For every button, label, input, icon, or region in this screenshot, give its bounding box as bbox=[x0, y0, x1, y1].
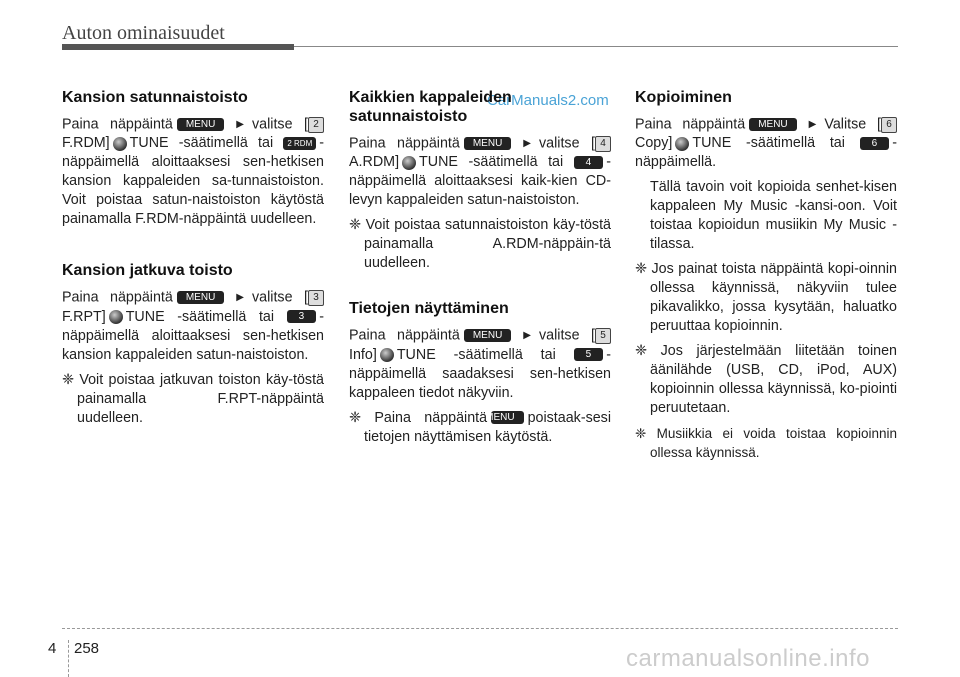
note-copy-cancel: ❈ Jos painat toista näppäintä kopi-oinnin ollessa käynnissä, näkyviin tulee pikavalikko, jossa kysytään, haluatko peruuttaa kopioinnin. bbox=[635, 261, 897, 335]
text: Paina näppäintä bbox=[349, 327, 460, 344]
key-4-icon: 4 bbox=[574, 156, 604, 169]
menu-button-icon: MENU bbox=[491, 411, 523, 424]
menu-button-icon: MENU bbox=[177, 291, 224, 304]
arrow-icon: ▶ bbox=[236, 119, 244, 130]
note-all-random: ❈ Voit poistaa satunnaistoiston käy-töstä painamalla A.RDM-näppäin-tä uudelleen. bbox=[349, 217, 611, 272]
text: [ bbox=[304, 289, 308, 306]
text: Paina näppäintä bbox=[62, 289, 173, 306]
key-4-icon: 4 bbox=[595, 136, 611, 152]
note-copy-play: ❈ Musiikkia ei voida toistaa kopioinnin ollessa käynnissä. bbox=[635, 426, 897, 461]
paragraph-copy-detail: Tällä tavoin voit kopioida senhet-kisen kappaleen My Music -kansi-oon. Voit toistaa kopioidun musiikin My Music -tilassa. bbox=[650, 179, 897, 253]
text: Valitse bbox=[824, 116, 867, 133]
heading-folder-repeat: Kansion jatkuva toisto bbox=[62, 262, 233, 280]
footer-rule bbox=[62, 628, 898, 630]
section-number: 4 bbox=[48, 640, 57, 657]
text: -näppäimellä. bbox=[635, 135, 897, 171]
menu-button-icon: MENU bbox=[464, 329, 511, 342]
note-copy-source: ❈ Jos järjestelmään liitetään toinen äänilähde (USB, CD, iPod, AUX) kopioinnin ollessa käynnissä, ko-piointi peruutetaan. bbox=[635, 343, 897, 417]
key-3-icon: 3 bbox=[287, 310, 317, 323]
text: -näppäimellä aloittaaksesi kaik-kien CD-levyn kappaleiden satun-naistoiston. bbox=[349, 154, 611, 209]
paragraph-folder-repeat bbox=[62, 288, 324, 364]
column-1 bbox=[62, 88, 324, 434]
text: valitse bbox=[252, 289, 293, 306]
text: Paina näppäintä bbox=[635, 116, 746, 133]
text: Paina näppäintä bbox=[62, 116, 173, 133]
page-number: 258 bbox=[74, 640, 100, 657]
header-bar bbox=[62, 44, 294, 50]
text: A.RDM] bbox=[349, 154, 400, 171]
arrow-icon: ▶ bbox=[808, 119, 817, 130]
footer-divider bbox=[68, 640, 69, 677]
running-header: Auton ominaisuudet bbox=[62, 22, 225, 44]
key-6-icon: 6 bbox=[881, 117, 897, 133]
text: TUNE -säätimellä tai bbox=[125, 308, 275, 325]
text: [ bbox=[304, 116, 308, 133]
paragraph-copy bbox=[635, 115, 897, 172]
text: valitse bbox=[252, 116, 293, 133]
text: Paina näppäintä bbox=[349, 135, 460, 152]
key-5-icon: 5 bbox=[595, 328, 611, 344]
text: TUNE -säätimellä tai bbox=[129, 135, 274, 152]
paragraph-folder-random bbox=[62, 115, 324, 229]
text: -näppäimellä saadaksesi sen-hetkisen kappaleen tiedot näkyviin. bbox=[349, 346, 611, 401]
column-3 bbox=[635, 88, 897, 468]
heading-all-random: Kaikkien kappaleiden satunnaistoisto bbox=[349, 89, 512, 125]
arrow-icon: ▶ bbox=[523, 138, 531, 149]
text: -näppäimellä aloittaaksesi sen-hetkisen kansion kappaleiden sa-tunnaistoiston. Voit poistaa satun-naistoiston käytöstä painamalla F.RDM-näppäintä uudelleen. bbox=[62, 135, 324, 228]
paragraph-info bbox=[349, 326, 611, 402]
arrow-icon: ▶ bbox=[236, 292, 244, 304]
text: Copy] bbox=[635, 135, 673, 152]
heading-folder-random: Kansion satunnaistoisto bbox=[62, 89, 248, 106]
paragraph-all-random bbox=[349, 134, 611, 210]
menu-button-icon: MENU bbox=[749, 118, 796, 131]
menu-button-icon: MENU bbox=[177, 118, 224, 131]
text: F.RDM] bbox=[62, 135, 110, 152]
tune-knob-icon bbox=[113, 137, 127, 151]
arrow-icon: ▶ bbox=[523, 330, 531, 342]
text: TUNE -säätimellä tai bbox=[692, 135, 845, 152]
key-2-rdm-icon: 2 RDM bbox=[283, 137, 316, 150]
text: poistaak-sesi tietojen näyttämisen käytöstä. bbox=[364, 409, 611, 445]
text: valitse bbox=[539, 135, 580, 152]
text: F.RPT] bbox=[62, 308, 106, 325]
text: [ bbox=[591, 327, 595, 344]
heading-copy: Kopioiminen bbox=[635, 89, 732, 106]
note-repeat: ❈ Voit poistaa jatkuvan toiston käy-töstä painamalla F.RPT-näppäintä uudelleen. bbox=[62, 371, 324, 426]
text: TUNE -säätimellä tai bbox=[419, 154, 564, 171]
text: TUNE -säätimellä tai bbox=[396, 346, 556, 363]
key-2-icon: 2 bbox=[308, 117, 324, 133]
heading-info: Tietojen näyttäminen bbox=[349, 300, 509, 318]
text: -näppäimellä aloittaaksesi sen-hetkisen kansion kappaleiden satun-naistoiston. bbox=[62, 308, 324, 363]
tune-knob-icon bbox=[402, 156, 416, 170]
menu-button-icon: MENU bbox=[464, 137, 511, 150]
note-info bbox=[349, 409, 611, 447]
text: valitse bbox=[539, 327, 580, 344]
tune-knob-icon bbox=[109, 310, 123, 324]
key-6-icon: 6 bbox=[860, 137, 890, 150]
watermark: CarManuals2.com bbox=[487, 92, 609, 109]
tune-knob-icon bbox=[380, 348, 394, 362]
text: Info] bbox=[349, 346, 377, 363]
column-2 bbox=[349, 88, 611, 453]
tune-knob-icon bbox=[675, 137, 689, 151]
text: [ bbox=[877, 116, 881, 133]
site-watermark: carmanualsonline.info bbox=[626, 645, 870, 672]
key-5-icon: 5 bbox=[574, 348, 604, 361]
key-3-icon: 3 bbox=[308, 290, 324, 306]
text: [ bbox=[591, 135, 595, 152]
text: ❈ Paina näppäintä bbox=[349, 409, 488, 426]
